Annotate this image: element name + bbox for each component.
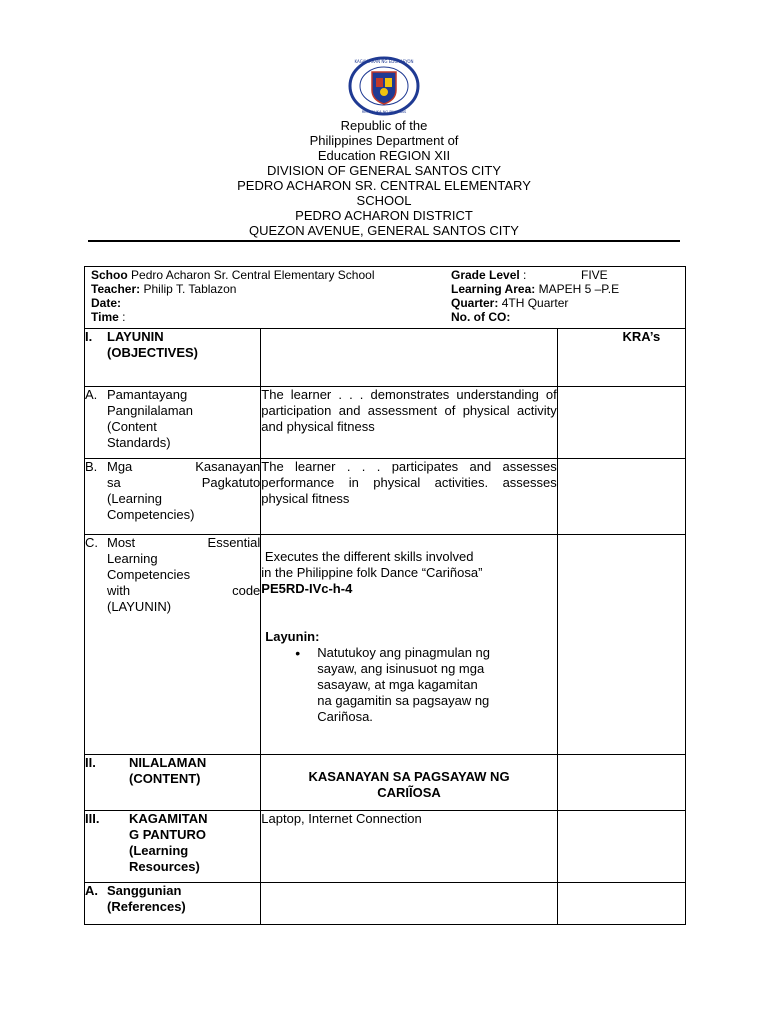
objective-line-1: Natutukoy ang pinagmulan ng — [317, 645, 491, 660]
melc-label-5: (LAYUNIN) — [107, 599, 172, 614]
header-address: QUEZON AVENUE, GENERAL SANTOS CITY — [249, 223, 519, 238]
melc-row — [85, 535, 686, 755]
melc-label-1: Most Essential — [107, 535, 261, 550]
info-row — [85, 267, 686, 329]
content-standards-mark: A. — [85, 387, 98, 402]
content-standards-label-2: Pangnilalaman — [107, 403, 194, 418]
co-number-field: No. of CO: — [451, 310, 511, 324]
header-department: Philippines Department of — [309, 133, 459, 148]
objective-bullet — [301, 645, 556, 725]
teacher-field: Teacher: Philip T. Tablazon — [91, 282, 237, 296]
competencies-row — [85, 459, 686, 535]
header-divider — [88, 240, 680, 242]
resources-label-2: G PANTURO — [129, 827, 207, 842]
objective-line-3: sasayaw, at mga kagamitan — [317, 677, 478, 692]
objective-line-2: sayaw, ang isinusuot ng mga — [317, 661, 485, 676]
melc-text-line1: Executes the different skills involved — [261, 549, 474, 564]
header-school-name-cont: SCHOOL — [356, 193, 412, 208]
learning-area-field: Learning Area: MAPEH 5 –P.E — [451, 282, 620, 296]
content-heading: NILALAMAN — [129, 755, 207, 770]
content-value-line1: KASANAYAN SA PAGSAYAW NG — [308, 769, 510, 784]
header-school-name: PEDRO ACHARON SR. CENTRAL ELEMENTARY — [237, 178, 531, 193]
melc-code: PE5RD-IVc-h-4 — [261, 581, 353, 596]
resources-value: Laptop, Internet Connection — [261, 811, 557, 883]
competencies-mark: B. — [85, 459, 98, 474]
competencies-label-3: (Learning — [107, 491, 162, 506]
competencies-label-4: Competencies) — [107, 507, 195, 522]
header-republic: Republic of the — [340, 118, 428, 133]
references-heading-en: (References) — [107, 899, 186, 914]
objectives-heading: LAYUNIN — [107, 329, 164, 344]
content-standards-label-3: (Content — [107, 419, 157, 434]
deped-seal — [346, 56, 422, 116]
date-field: Date: — [91, 296, 122, 310]
references-row — [85, 883, 686, 925]
content-heading-en: (CONTENT) — [129, 771, 201, 786]
grade-level-field: Grade Level : — [451, 268, 527, 282]
competencies-text: The learner . . . participates and assesses performance in physical activities. assesses physical fitness — [261, 459, 557, 535]
resources-label-1: KAGAMITAN — [129, 811, 208, 826]
school-field: Schoo Pedro Acharon Sr. Central Elementary School — [91, 268, 375, 282]
content-standards-text: The learner . . . demonstrates understanding of participation and assessment of physical activity and physical fitness — [261, 387, 557, 459]
melc-label-2: Learning — [107, 551, 158, 566]
header-region: Education REGION XII — [317, 148, 451, 163]
svg-text:KAGAWARAN NG EDUKASYON: KAGAWARAN NG EDUKASYON — [354, 59, 414, 64]
objectives-heading-en: (OBJECTIVES) — [107, 345, 199, 360]
content-value-line2: CARIĨOSA — [377, 785, 441, 800]
competencies-label-2: sa Pagkatuto — [107, 475, 261, 490]
objectives-row — [85, 329, 686, 387]
lesson-plan-table — [84, 266, 686, 925]
resources-label-4: Resources) — [129, 859, 200, 874]
melc-label-3: Competencies — [107, 567, 191, 582]
content-standards-row — [85, 387, 686, 459]
content-number: II. — [85, 755, 96, 770]
svg-text:REPUBLIKA NG PILIPINAS: REPUBLIKA NG PILIPINAS — [361, 110, 407, 114]
resources-label-3: (Learning — [129, 843, 189, 858]
objective-line-4: na gagamitin sa pagsayaw ng — [317, 693, 490, 708]
quarter-field: Quarter: 4TH Quarter — [451, 296, 569, 310]
melc-label-4: with code — [107, 583, 261, 598]
header-division: DIVISION OF GENERAL SANTOS CITY — [266, 163, 502, 178]
kra-heading: KRA’s — [557, 329, 685, 387]
objective-line-5: Cariñosa. — [317, 709, 373, 724]
references-mark: A. — [85, 883, 98, 898]
objectives-number: I. — [85, 329, 93, 344]
content-standards-label-4: Standards) — [107, 435, 171, 450]
content-standards-label-1: Pamantayang — [107, 387, 188, 402]
competencies-label-1: Mga Kasanayan — [107, 459, 261, 474]
time-field: Time : — [91, 310, 126, 324]
grade-level-value: FIVE — [581, 268, 608, 282]
melc-text-line2: in the Philippine folk Dance “Cariñosa” — [261, 565, 483, 580]
melc-mark: C. — [85, 535, 98, 550]
resources-row — [85, 811, 686, 883]
header-district: PEDRO ACHARON DISTRICT — [295, 208, 473, 223]
resources-number: III. — [85, 811, 100, 826]
objective-list — [261, 645, 556, 725]
references-heading: Sanggunian — [107, 883, 182, 898]
layunin-label: Layunin: — [265, 629, 320, 644]
content-row — [85, 755, 686, 811]
